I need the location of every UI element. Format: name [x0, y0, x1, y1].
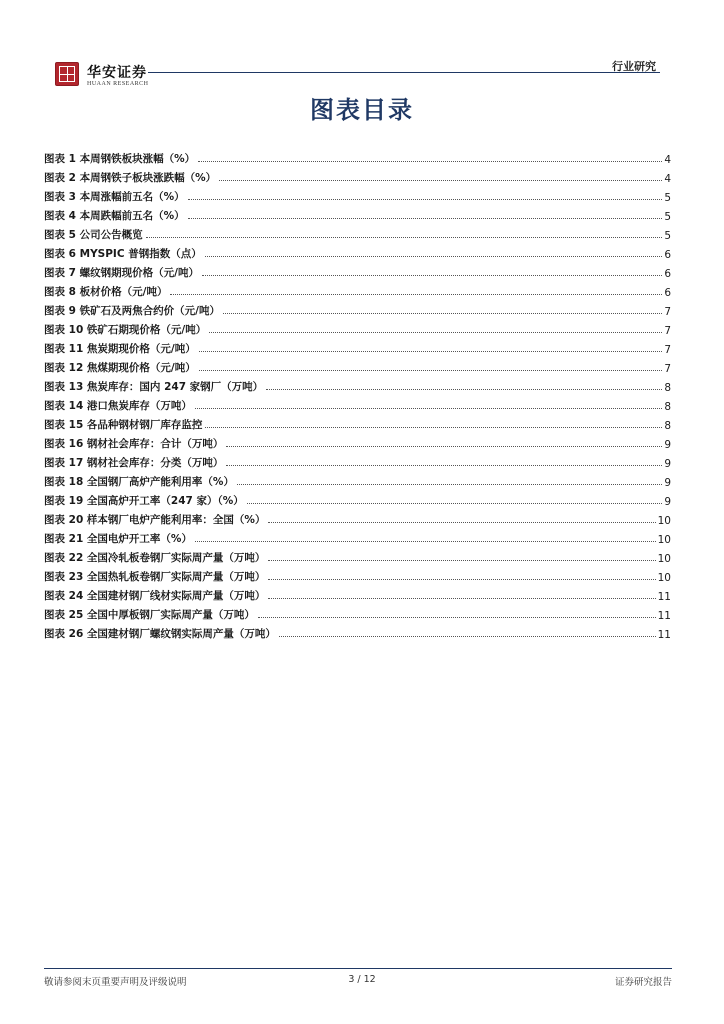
- toc-leader-dots: [247, 503, 663, 504]
- toc-entry-page[interactable]: 5: [664, 230, 671, 242]
- toc-entry-page[interactable]: 6: [664, 268, 671, 280]
- toc-entry-page[interactable]: 11: [657, 629, 671, 641]
- toc-leader-dots: [268, 560, 655, 561]
- toc-entry[interactable]: [44, 508, 671, 527]
- toc-entry-page[interactable]: 10: [657, 515, 671, 527]
- toc-entry[interactable]: [44, 432, 671, 451]
- header-divider: [148, 72, 660, 73]
- footer-disclaimer: 敬请参阅末页重要声明及评级说明: [44, 977, 187, 988]
- toc-entry[interactable]: [44, 280, 671, 299]
- report-category: 行业研究: [612, 60, 656, 73]
- toc-entry[interactable]: [44, 147, 671, 166]
- toc-entry-label[interactable]: 图表 12 焦煤期现价格（元/吨）: [44, 362, 196, 374]
- toc-entry-page[interactable]: 11: [657, 610, 671, 622]
- toc-entry-label[interactable]: 图表 8 板材价格（元/吨）: [44, 286, 168, 298]
- toc-entry-page[interactable]: 7: [664, 344, 671, 356]
- footer-report-type: 证券研究报告: [614, 977, 672, 988]
- toc-entry-label[interactable]: 图表 6 MYSPIC 普钢指数（点）: [44, 248, 202, 260]
- toc-leader-dots: [258, 617, 656, 618]
- toc-leader-dots: [199, 370, 663, 371]
- company-logo: [55, 62, 185, 92]
- toc-leader-dots: [237, 484, 662, 485]
- toc-entry-page[interactable]: 7: [664, 325, 671, 337]
- toc-leader-dots: [170, 294, 662, 295]
- toc-leader-dots: [205, 256, 663, 257]
- logo-seal-icon: [55, 62, 79, 86]
- toc-entry-label[interactable]: 图表 23 全国热轧板卷钢厂实际周产量（万吨）: [44, 571, 266, 583]
- toc-entry-label[interactable]: 图表 18 全国钢厂高炉产能利用率（%）: [44, 476, 234, 488]
- toc-leader-dots: [226, 465, 662, 466]
- toc-entry-page[interactable]: 8: [664, 420, 671, 432]
- toc-leader-dots: [209, 332, 662, 333]
- toc-leader-dots: [266, 389, 662, 390]
- toc-entry-label[interactable]: 图表 4 本周跌幅前五名（%）: [44, 210, 185, 222]
- brand-name-en: HUAAN RESEARCH: [87, 81, 149, 87]
- toc-entry-page[interactable]: 8: [664, 401, 671, 413]
- toc-entry-label[interactable]: 图表 3 本周涨幅前五名（%）: [44, 191, 185, 203]
- toc-entry-label[interactable]: 图表 2 本周钢铁子板块涨跌幅（%）: [44, 172, 217, 184]
- toc-entry-label[interactable]: 图表 21 全国电炉开工率（%）: [44, 533, 192, 545]
- toc-leader-dots: [219, 180, 662, 181]
- page-number: 3 / 12: [348, 974, 376, 985]
- toc-entry-label[interactable]: 图表 19 全国高炉开工率（247 家）（%）: [44, 495, 244, 507]
- toc-entry-label[interactable]: 图表 9 铁矿石及两焦合约价（元/吨）: [44, 305, 220, 317]
- toc-entry-page[interactable]: 9: [664, 439, 671, 451]
- toc-entry[interactable]: [44, 337, 671, 356]
- toc-entry-page[interactable]: 7: [664, 363, 671, 375]
- toc-entry-page[interactable]: 7: [664, 306, 671, 318]
- toc-entry-label[interactable]: 图表 16 钢材社会库存：合计（万吨）: [44, 438, 224, 450]
- toc-entry-label[interactable]: 图表 5 公司公告概览: [44, 229, 143, 241]
- toc-entry-page[interactable]: 10: [657, 572, 671, 584]
- toc-entry-page[interactable]: 5: [664, 192, 671, 204]
- page-title: 图表目录: [310, 96, 414, 124]
- toc-entry[interactable]: [44, 261, 671, 280]
- toc-entry[interactable]: [44, 413, 671, 432]
- toc-leader-dots: [202, 275, 662, 276]
- toc-entry-label[interactable]: 图表 17 钢材社会库存：分类（万吨）: [44, 457, 224, 469]
- toc-entry-page[interactable]: 8: [664, 382, 671, 394]
- toc-entry[interactable]: [44, 622, 671, 641]
- toc-leader-dots: [279, 636, 656, 637]
- toc-entry[interactable]: [44, 185, 671, 204]
- toc-leader-dots: [205, 427, 662, 428]
- toc-leader-dots: [146, 237, 663, 238]
- toc-entry-page[interactable]: 9: [664, 477, 671, 489]
- toc-leader-dots: [199, 351, 663, 352]
- toc-entry-label[interactable]: 图表 22 全国冷轧板卷钢厂实际周产量（万吨）: [44, 552, 266, 564]
- toc-entry[interactable]: [44, 470, 671, 489]
- toc-entry-label[interactable]: 图表 25 全国中厚板钢厂实际周产量（万吨）: [44, 609, 255, 621]
- toc-entry-page[interactable]: 10: [657, 534, 671, 546]
- toc-entry[interactable]: [44, 166, 671, 185]
- toc-entry[interactable]: [44, 603, 671, 622]
- toc-entry[interactable]: [44, 546, 671, 565]
- toc-entry[interactable]: [44, 584, 671, 603]
- toc-entry-label[interactable]: 图表 7 螺纹钢期现价格（元/吨）: [44, 267, 199, 279]
- toc-entry[interactable]: [44, 318, 671, 337]
- toc-entry-label[interactable]: 图表 26 全国建材钢厂螺纹钢实际周产量（万吨）: [44, 628, 276, 640]
- toc-leader-dots: [268, 598, 655, 599]
- toc-entry-label[interactable]: 图表 24 全国建材钢厂线材实际周产量（万吨）: [44, 590, 266, 602]
- toc-entry[interactable]: [44, 204, 671, 223]
- toc-entry-label[interactable]: 图表 10 铁矿石期现价格（元/吨）: [44, 324, 207, 336]
- toc-entry-label[interactable]: 图表 13 焦炭库存：国内 247 家钢厂（万吨）: [44, 381, 264, 393]
- toc-leader-dots: [268, 579, 655, 580]
- toc-leader-dots: [195, 541, 656, 542]
- toc-entry-label[interactable]: 图表 11 焦炭期现价格（元/吨）: [44, 343, 196, 355]
- toc-entry-page[interactable]: 4: [664, 173, 671, 185]
- table-of-figures: [44, 147, 671, 641]
- brand-name-cn: 华安证券: [87, 65, 147, 81]
- toc-entry-page[interactable]: 10: [657, 553, 671, 565]
- toc-leader-dots: [195, 408, 662, 409]
- toc-entry-label[interactable]: 图表 14 港口焦炭库存（万吨）: [44, 400, 192, 412]
- toc-entry[interactable]: [44, 242, 671, 261]
- toc-leader-dots: [223, 313, 662, 314]
- page-header: [0, 0, 724, 95]
- toc-leader-dots: [198, 161, 662, 162]
- toc-entry-label[interactable]: 图表 15 各品种钢材钢厂库存监控: [44, 419, 203, 431]
- toc-entry-page[interactable]: 5: [664, 211, 671, 223]
- toc-entry-page[interactable]: 6: [664, 287, 671, 299]
- toc-entry[interactable]: [44, 451, 671, 470]
- toc-entry[interactable]: [44, 375, 671, 394]
- toc-leader-dots: [188, 218, 663, 219]
- toc-entry[interactable]: [44, 299, 671, 318]
- toc-entry-page[interactable]: 9: [664, 496, 671, 508]
- toc-entry-page[interactable]: 4: [664, 154, 671, 166]
- toc-entry[interactable]: [44, 394, 671, 413]
- toc-entry[interactable]: [44, 223, 671, 242]
- toc-entry[interactable]: [44, 356, 671, 375]
- toc-entry-page[interactable]: 11: [657, 591, 671, 603]
- footer-divider: [44, 968, 672, 969]
- toc-entry[interactable]: [44, 565, 671, 584]
- toc-entry-page[interactable]: 9: [664, 458, 671, 470]
- toc-entry[interactable]: [44, 527, 671, 546]
- toc-entry[interactable]: [44, 489, 671, 508]
- toc-leader-dots: [268, 522, 655, 523]
- toc-entry-label[interactable]: 图表 1 本周钢铁板块涨幅（%）: [44, 153, 196, 165]
- toc-entry-page[interactable]: 6: [664, 249, 671, 261]
- toc-leader-dots: [226, 446, 662, 447]
- toc-entry-label[interactable]: 图表 20 样本钢厂电炉产能利用率：全国（%）: [44, 514, 266, 526]
- toc-leader-dots: [188, 199, 663, 200]
